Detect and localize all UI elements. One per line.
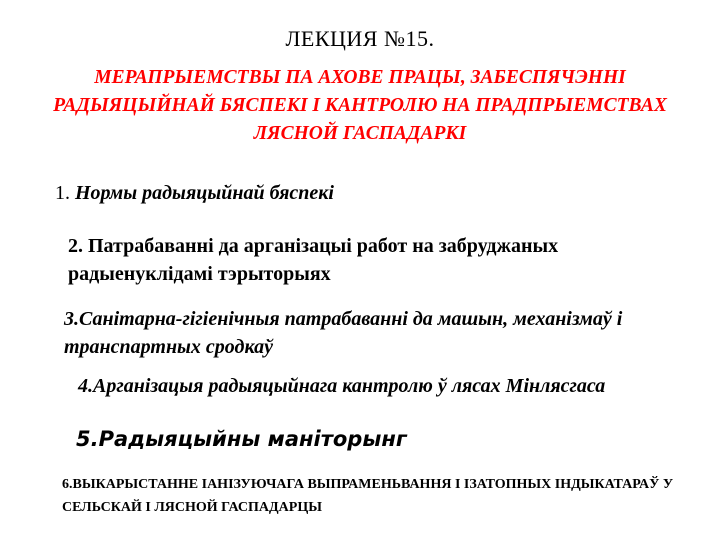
topic-item-1 bbox=[55, 182, 334, 205]
topic-item-5: 5.Радыяцыйны маніторынг bbox=[76, 427, 407, 451]
topic-item-2: 2. Патрабаванні да арганізацыі работ на забруджаных радыенуклідамі тэрыторыях bbox=[68, 235, 559, 285]
topic-item-1-number: 1. bbox=[55, 182, 70, 204]
lecture-title: ЛЕКЦИЯ №15. bbox=[285, 26, 435, 51]
topic-item-6: 6.ВЫКАРЫСТАННЕ ІАНІЗУЮЧАГА ВЫПРАМЕНЬВАННЯ І ІЗАТОПНЫХ ІНДЫКАТАРАЎ У СЕЛЬСКАЙ І ЛЯСНОЙ ГАСПАДАРЦЫ bbox=[62, 477, 674, 515]
topic-item-4: 4.Арганізацыя радыяцыйнага кантролю ў лясах Мінлясгаса bbox=[78, 375, 606, 397]
topic-item-3: 3.Санітарна-гігіенічныя патрабаванні да машын, механізмаў і транспартных сродкаў bbox=[64, 308, 623, 358]
topic-item-1-text: Нормы радыяцыйнай бяспекі bbox=[75, 182, 334, 204]
lecture-subtitle: МЕРАПРЫЕМСТВЫ ПА АХОВЕ ПРАЦЫ, ЗАБЕСПЯЧЭННІ РАДЫЯЦЫЙНАЙ БЯСПЕКІ І КАНТРОЛЮ НА ПРАДПРЫЕМСТВАХ ЛЯСНОЙ ГАСПАДАРКІ bbox=[53, 67, 667, 144]
